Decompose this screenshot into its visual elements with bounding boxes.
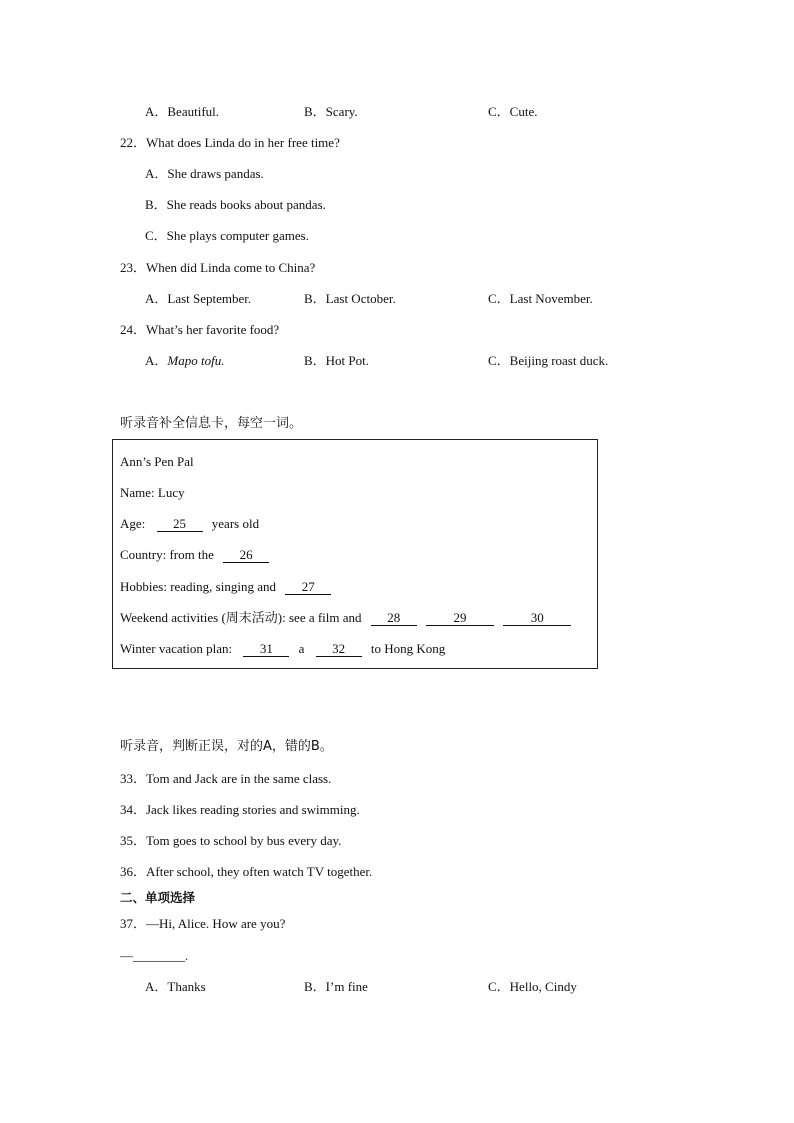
card-winter-label: Winter vacation plan: [120, 641, 233, 656]
q37-reply: —________. [120, 948, 189, 963]
q23-option-a: A．Last September. [145, 291, 252, 306]
q22-option-c: C．She plays computer games. [145, 228, 309, 243]
tf-instruction: 听录音，判断正误，对的A，错的B。 [120, 739, 333, 754]
q24-option-c: C．Beijing roast duck. [488, 353, 609, 368]
q37-option-b: B．I’m fine [304, 979, 368, 994]
q22-option-b: B．She reads books about pandas. [145, 197, 326, 212]
card-country-line [120, 547, 269, 563]
q21-option-b: B．Scary. [304, 104, 358, 119]
q37-option-a: A．Thanks [145, 979, 206, 994]
blank-29[interactable]: 29 [426, 611, 494, 626]
q21-option-c: C．Cute. [488, 104, 538, 119]
card-hobbies-label: Hobbies: reading, singing and [120, 579, 276, 594]
q24-option-a-text: Mapo tofu. [167, 353, 225, 368]
q22-stem: 22．What does Linda do in her free time? [120, 135, 340, 150]
card-weekend-label: Weekend activities (周末活动): see a film and [120, 610, 362, 625]
card-title: Ann’s Pen Pal [120, 454, 194, 469]
blank-25[interactable]: 25 [157, 517, 203, 532]
card-weekend-line [120, 610, 571, 626]
blank-28[interactable]: 28 [371, 611, 417, 626]
card-winter-line [120, 641, 445, 657]
q21-option-a: A．Beautiful. [145, 104, 220, 119]
card-age-label: Age: [120, 516, 146, 531]
q24-option-a-prefix: A． [145, 353, 168, 368]
card-name: Name: Lucy [120, 485, 185, 500]
info-card [112, 439, 598, 669]
card-age-line [120, 516, 259, 532]
card-winter-suffix: to Hong Kong [370, 641, 446, 656]
blank-27[interactable]: 27 [285, 580, 331, 595]
card-country-label: Country: from the [120, 547, 214, 562]
blank-26[interactable]: 26 [223, 548, 269, 563]
part2-heading: 二、单项选择 [120, 890, 196, 905]
q23-option-c: C．Last November. [488, 291, 593, 306]
q23-stem: 23．When did Linda come to China? [120, 260, 316, 275]
q34-statement: 34．Jack likes reading stories and swimming. [120, 802, 360, 817]
blank-30[interactable]: 30 [503, 611, 571, 626]
q24-stem: 24．What’s her favorite food? [120, 322, 280, 337]
card-age-suffix: years old [211, 516, 260, 531]
card-instruction: 听录音补全信息卡，每空一词。 [120, 416, 303, 431]
q24-option-b: B．Hot Pot. [304, 353, 370, 368]
card-hobbies-line [120, 579, 331, 595]
blank-31[interactable]: 31 [243, 642, 289, 657]
q37-stem: 37．—Hi, Alice. How are you? [120, 916, 286, 931]
q33-statement: 33．Tom and Jack are in the same class. [120, 771, 332, 786]
q24-option-a [145, 353, 224, 369]
q22-option-a: A．She draws pandas. [145, 166, 264, 181]
blank-32[interactable]: 32 [316, 642, 362, 657]
q35-statement: 35．Tom goes to school by bus every day. [120, 833, 342, 848]
q37-option-c: C．Hello, Cindy [488, 979, 577, 994]
q23-option-b: B．Last October. [304, 291, 396, 306]
card-winter-mid: a [298, 641, 305, 656]
q36-statement: 36．After school, they often watch TV together. [120, 864, 373, 879]
